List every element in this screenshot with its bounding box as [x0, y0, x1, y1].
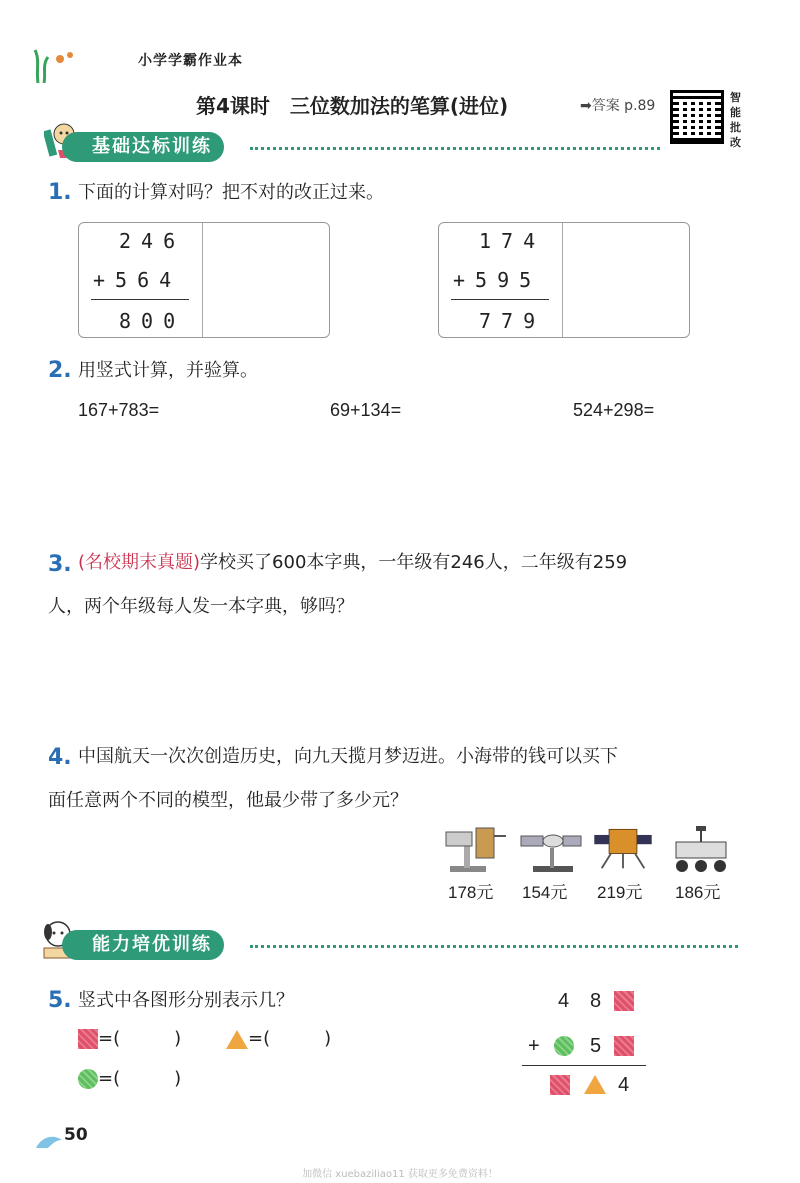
calc-box-b: [438, 222, 690, 338]
triangle-equation: [226, 1022, 331, 1056]
shape-vertical-addition: [520, 985, 650, 1105]
digit: 5: [590, 1035, 602, 1057]
section-divider-dots: [250, 147, 660, 150]
calc-box-divider: [202, 223, 203, 337]
orange-triangle-icon: [226, 1030, 248, 1049]
smart-char-3: 批: [730, 121, 741, 134]
calc-result: 800: [119, 309, 186, 333]
price-label: 154元: [522, 883, 568, 902]
digit: 8: [590, 990, 602, 1012]
question-number: 3.: [48, 552, 72, 577]
qr-code-icon[interactable]: [670, 90, 724, 144]
lesson-title: 第4课时 三位数加法的笔算(进位): [196, 94, 509, 118]
smart-grading-label: [730, 90, 744, 150]
answer-blank[interactable]: =( ): [248, 1028, 332, 1049]
calc-line: [451, 299, 549, 300]
price-label: 219元: [597, 883, 643, 902]
calc-addend-2: +595: [453, 268, 542, 292]
question-text-line2: 面任意两个不同的模型，他最少带了多少元？: [48, 790, 408, 811]
question-number: 5.: [48, 988, 72, 1013]
orange-triangle-icon: [584, 1075, 606, 1094]
question-text: [78, 546, 758, 580]
calc-box-a: [78, 222, 330, 338]
section-banner-basic: 基础达标训练: [62, 132, 224, 162]
book-logo-icon: [30, 45, 80, 85]
footer-watermark: 加微信 xuebaziliao11 获取更多免费资料！: [302, 1169, 498, 1180]
calc-line: [522, 1065, 646, 1066]
digit: 4: [558, 990, 570, 1012]
question-text: 竖式中各图形分别表示几？: [78, 990, 294, 1011]
question-text-line2: 人，两个年级每人发一本字典，够吗？: [48, 596, 354, 617]
question-text-line1: 学校买了600本字典，一年级有246人，二年级有259: [200, 552, 628, 573]
plus-sign: +: [528, 1035, 540, 1057]
question-text: 用竖式计算，并验算。: [78, 360, 258, 381]
question-number: 1.: [48, 180, 72, 205]
model-lunar-lander-icon: [588, 822, 658, 876]
dolphin-icon: [34, 1132, 64, 1154]
digit: 4: [618, 1074, 630, 1096]
model-satellite-icon: [515, 826, 585, 880]
expression-1: 167+783=: [78, 400, 160, 420]
question-number: 2.: [48, 358, 72, 383]
green-circle-icon: [554, 1036, 574, 1056]
answer-reference[interactable]: ➡答案 p.89: [580, 98, 656, 114]
question-number: 4.: [48, 745, 72, 770]
page-number: 50: [64, 1125, 88, 1145]
smart-char-4: 改: [730, 136, 741, 149]
calc-box-divider: [562, 223, 563, 337]
calc-addend-2: +564: [93, 268, 182, 292]
smart-char-2: 能: [730, 106, 741, 119]
section-divider-dots: [250, 945, 738, 948]
answer-blank[interactable]: =( ): [98, 1068, 182, 1089]
price-label: 178元: [448, 883, 494, 902]
expression-3: 524+298=: [573, 400, 655, 420]
answer-blank[interactable]: =( ): [98, 1028, 182, 1049]
calc-result: 779: [479, 309, 546, 333]
red-square-icon: [78, 1029, 98, 1049]
question-tag: (名校期末真题): [78, 552, 201, 573]
red-square-icon: [550, 1075, 570, 1095]
square-equation: [78, 1022, 181, 1056]
red-square-icon: [614, 1036, 634, 1056]
calc-addend-1: 246: [119, 229, 186, 253]
model-rover-icon: [666, 826, 736, 880]
price-label: 186元: [675, 883, 721, 902]
green-circle-icon: [78, 1069, 98, 1089]
question-text: 下面的计算对吗？把不对的改正过来。: [78, 182, 384, 203]
expression-2: 69+134=: [330, 400, 402, 420]
section-banner-advanced: 能力培优训练: [62, 930, 224, 960]
smart-char-1: 智: [730, 91, 741, 104]
circle-equation: [78, 1062, 181, 1096]
book-title: 小学学霸作业本: [138, 53, 243, 69]
calc-line: [91, 299, 189, 300]
question-text-line1: 中国航天一次次创造历史，向九天揽月梦迈进。小海带的钱可以买下: [78, 746, 618, 767]
red-square-icon: [614, 991, 634, 1011]
model-space-station-icon: [440, 826, 510, 880]
calc-addend-1: 174: [479, 229, 546, 253]
